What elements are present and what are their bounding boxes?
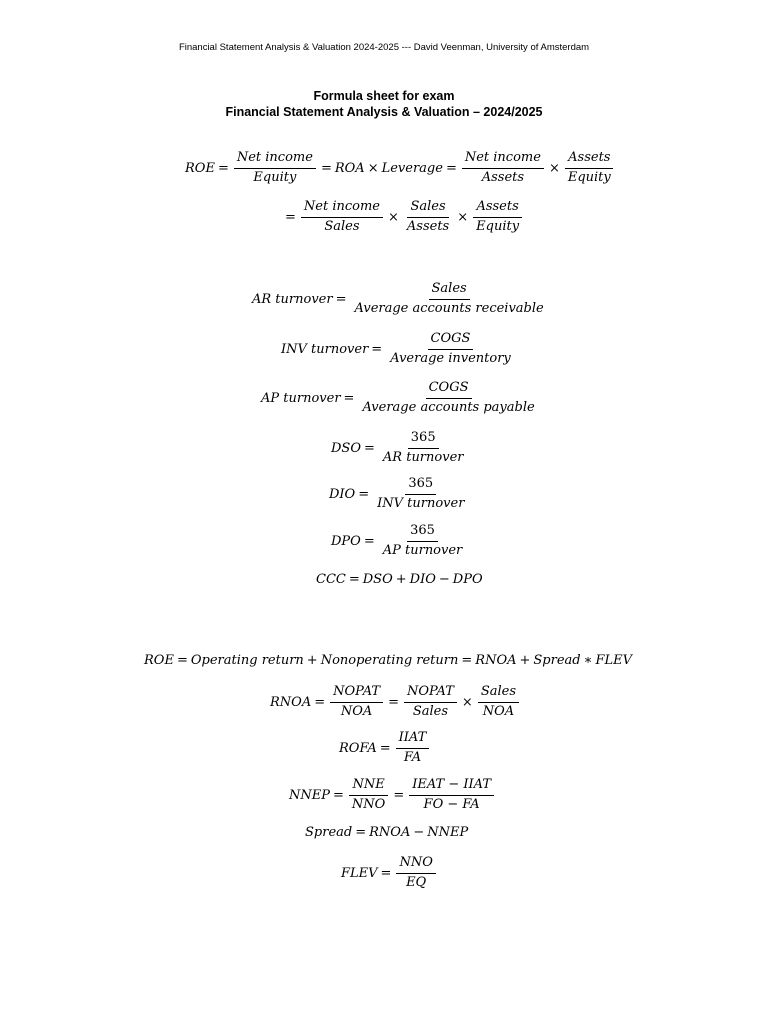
formula-ap-turnover [261,380,540,416]
fraction-numerator: NOPAT [404,684,457,703]
fraction-numerator: Net income [462,150,544,169]
formula-flev [341,855,438,891]
fraction [404,684,457,720]
operator: + [395,572,407,587]
operator: = [371,341,383,357]
fraction-numerator: Sales [429,281,470,300]
term: RNOA [475,653,517,668]
operator: × [457,209,469,225]
formula-dio [329,476,469,512]
fraction [396,730,430,766]
fraction-denominator: Sales [412,704,449,719]
fraction-denominator: Assets [406,219,450,234]
term: INV turnover [281,341,369,357]
fraction-denominator: INV turnover [377,496,465,511]
operator: = [364,440,375,456]
operator: = [348,572,360,587]
term: RNOA [369,825,411,840]
term: DSO [331,440,361,456]
fraction [462,150,544,186]
fraction [409,777,494,813]
operator: = [445,160,457,176]
fraction-denominator: NOA [340,704,373,719]
term: ROFA [339,740,377,756]
page-header: Financial Statement Analysis & Valuation 2024-2025 --- David Veenman, University of Amsterdam [178,42,590,53]
fraction [478,684,519,720]
title-line-2: Financial Statement Analysis & Valuation – 2024/2025 [225,105,543,119]
formula-rofa [339,730,431,766]
term: ROE [144,653,174,668]
fraction-denominator: Sales [324,219,360,234]
term: FLEV [341,865,378,881]
fraction-numerator: IIAT [396,730,430,749]
fraction-numerator: COGS [426,380,472,399]
operator: = [335,291,347,307]
operator: = [355,825,367,840]
fraction-numerator: 365 [408,430,439,449]
fraction-denominator: Equity [476,219,520,234]
fraction-denominator: Average accounts payable [362,400,535,415]
fraction [565,150,614,186]
operator: + [306,653,318,668]
fraction [234,150,316,186]
operator: = [461,653,473,668]
operator: × [388,209,399,225]
document-title [0,88,768,120]
fraction [349,777,388,813]
term: CCC [316,572,346,587]
operator: = [358,486,370,502]
fraction [404,199,452,235]
fraction-numerator: NNO [396,855,435,874]
fraction-numerator: Assets [473,199,521,218]
term: Operating return [190,653,304,668]
fraction [351,281,546,317]
operator: = [333,787,344,803]
operator: ∗ [583,653,593,668]
operator: − [413,825,425,840]
term: FLEV [595,653,632,668]
fraction [387,331,514,367]
fraction-denominator: NNO [351,797,386,812]
fraction-numerator: NNE [349,777,387,796]
fraction-denominator: EQ [406,875,427,890]
term: DPO [452,572,483,587]
fraction [380,523,466,559]
fraction [473,199,522,235]
formula-nnep [289,777,496,813]
term: AP turnover [261,390,341,406]
fraction [380,430,467,466]
term: DSO [362,572,393,587]
fraction-numerator: NOPAT [330,684,383,703]
fraction [359,380,537,416]
fraction-numerator: COGS [428,331,474,350]
term: Nonoperating return [320,653,459,668]
formula-ccc [316,572,483,587]
operator: = [388,694,399,710]
fraction-numerator: Sales [478,684,519,703]
formula-spread [305,825,468,840]
operator: = [380,865,392,881]
term: Spread [533,653,581,668]
operator: × [548,160,560,176]
fraction-numerator: Net income [234,150,316,169]
fraction-denominator: NOA [482,704,515,719]
term: ROA [334,160,365,176]
term: DPO [331,533,361,549]
term: NNEP [427,825,469,840]
fraction-denominator: AR turnover [382,450,464,465]
formula-dso [331,430,468,466]
fraction [374,476,467,512]
fraction-denominator: Average inventory [390,351,511,366]
operator: × [461,694,473,710]
operator: = [285,209,296,225]
operator: × [367,160,379,176]
formula-dpo [331,523,467,559]
operator: + [519,653,531,668]
operator: = [343,390,355,406]
fraction-denominator: FO − FA [423,797,480,812]
term: ROE [185,160,215,176]
operator: = [363,533,375,549]
term: DIO [329,486,356,502]
fraction [330,684,383,720]
formula-inv-turnover [281,331,516,367]
fraction-denominator: FA [403,750,422,765]
term: Spread [305,825,353,840]
term: NNEP [289,787,330,803]
term: Leverage [381,160,443,176]
fraction-numerator: Sales [407,199,448,218]
fraction-denominator: Average accounts receivable [354,301,544,316]
formula-roe-1 [185,150,616,186]
fraction-numerator: Assets [565,150,613,169]
fraction-denominator: Assets [481,170,525,185]
operator: = [320,160,332,176]
fraction-numerator: Net income [301,199,383,218]
fraction-numerator: 365 [405,476,436,495]
operator: = [393,787,405,803]
title-line-1: Formula sheet for exam [313,89,455,103]
fraction [301,199,383,235]
fraction-denominator: Equity [567,170,611,185]
fraction-numerator: 365 [407,523,438,542]
operator: = [217,160,229,176]
fraction-denominator: Equity [253,170,297,185]
operator: = [379,740,391,756]
term: RNOA [270,694,312,710]
operator: = [314,694,326,710]
formula-roe-2 [282,199,524,235]
term: AR turnover [252,291,333,307]
fraction [396,855,435,891]
operator: − [438,572,450,587]
formula-roe-decomposition [144,653,632,668]
term: DIO [409,572,436,587]
operator: = [176,653,188,668]
formula-ar-turnover [252,281,549,317]
fraction-numerator: IEAT − IIAT [409,777,494,796]
formula-rnoa [270,684,521,720]
fraction-denominator: AP turnover [382,543,463,558]
